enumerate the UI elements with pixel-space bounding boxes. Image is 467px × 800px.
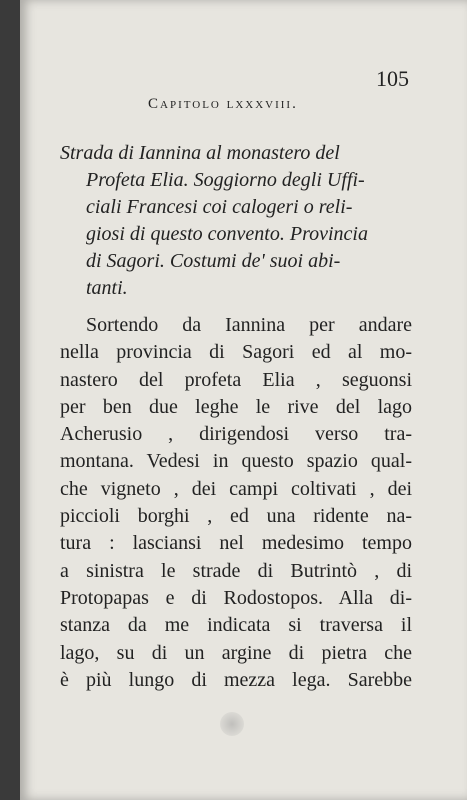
chapter-summary bbox=[60, 140, 412, 302]
body-line: Acherusio , dirigendosi verso tra- bbox=[60, 423, 412, 446]
body-line: Sortendo da Iannina per andare bbox=[86, 314, 412, 336]
body-line: stanza da me indicata si traversa il bbox=[60, 614, 412, 637]
summary-line: Profeta Elia. Soggiorno degli Uffi- bbox=[86, 169, 365, 191]
body-line: Protopapas e di Rodostopos. Alla di- bbox=[60, 586, 412, 609]
body-line: è più lungo di mezza lega. Sarebbe bbox=[60, 668, 412, 691]
body-line: montana. Vedesi in questo spazio qual- bbox=[60, 450, 412, 473]
body-line: per ben due leghe le rive del lago bbox=[60, 395, 412, 418]
summary-line: tanti. bbox=[86, 277, 128, 299]
body-line: tura : lasciansi nel medesimo tempo bbox=[60, 532, 412, 555]
summary-line: ciali Francesi coi calogeri o reli- bbox=[86, 196, 353, 218]
summary-line: giosi di questo convento. Provincia bbox=[86, 223, 368, 245]
book-page bbox=[20, 0, 467, 800]
paper-smudge bbox=[220, 712, 244, 736]
body-line: nella provincia di Sagori ed al mo- bbox=[60, 341, 412, 364]
summary-line: di Sagori. Costumi de' suoi abi- bbox=[86, 250, 341, 272]
summary-line: Strada di Iannina al monastero del bbox=[60, 142, 340, 164]
body-line: che vigneto , dei campi coltivati , dei bbox=[60, 477, 412, 500]
chapter-heading: Capitolo lxxxviii. bbox=[148, 96, 298, 112]
body-paragraph bbox=[60, 312, 412, 694]
page-number: 105 bbox=[376, 66, 409, 91]
bleed-through-top bbox=[80, 96, 86, 119]
body-line: a sinistra le strade di Butrintò , di bbox=[60, 559, 412, 582]
body-line: piccioli borghi , ed una ridente na- bbox=[60, 505, 412, 528]
body-line: lago, su di un argine di pietra che bbox=[60, 641, 412, 664]
body-line: nastero del profeta Elia , seguonsi bbox=[60, 368, 412, 391]
